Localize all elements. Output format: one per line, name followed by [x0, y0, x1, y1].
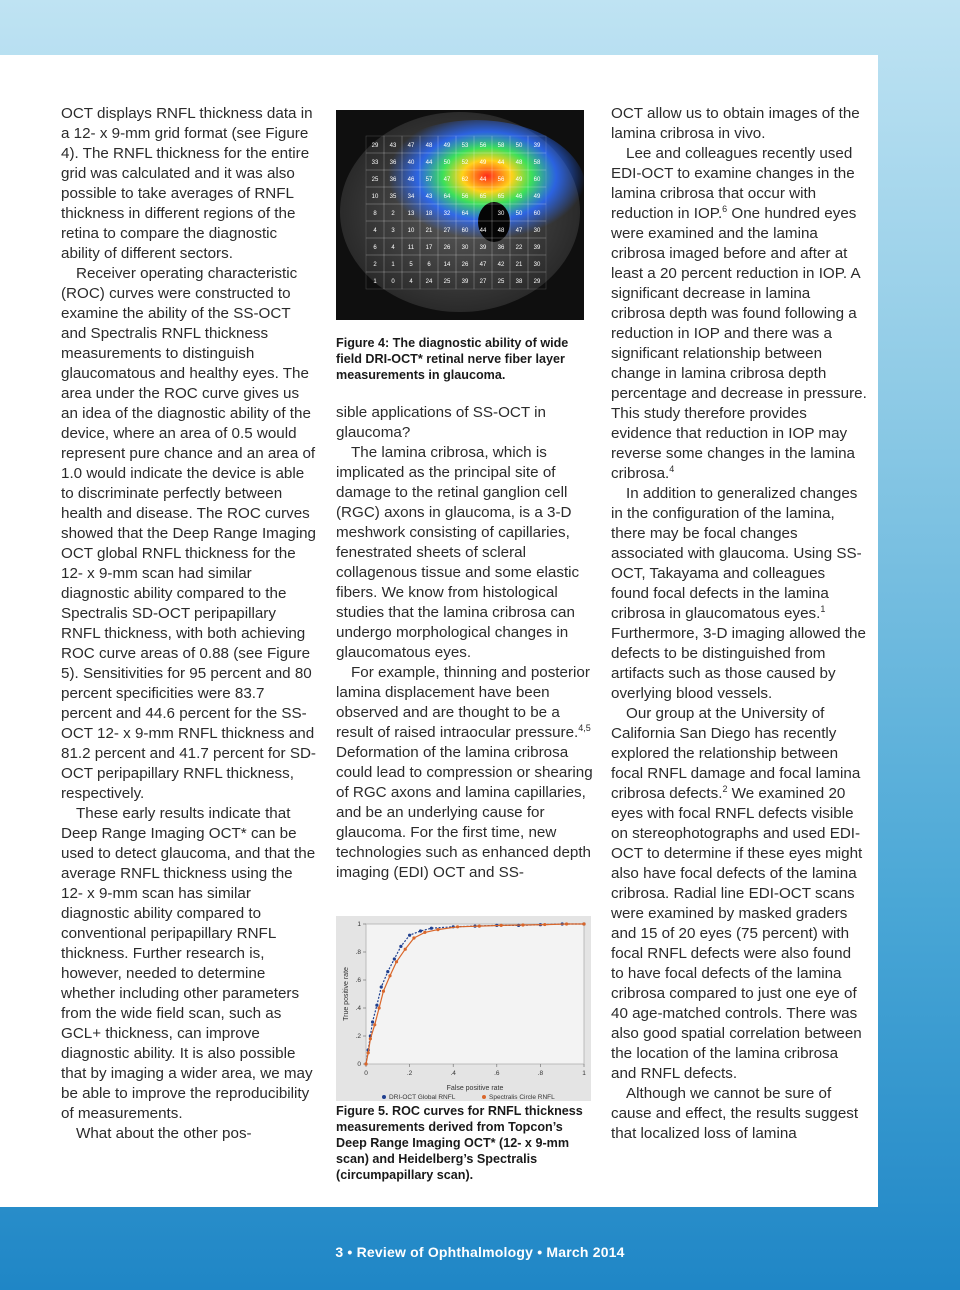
col1-paragraph-3: These early results indicate that Deep Range Imaging OCT* can be used to detect glaucoma, and that the average RNFL thickness using the 12- x 9-mm scan has similar diagnostic ability compared to conventional peripapillary RNFL thickness. Further research is, however, needed to determine whether including other parameters from the wide field scan, such as GCL+ thickness, can improve diagnostic ability. It is also possible that by imaging a wider area, we may be able to improve the reproducibility of measurements. [61, 805, 316, 1122]
grid-value: 32 [443, 211, 451, 217]
legend-marker [482, 1095, 486, 1099]
grid-value: 29 [533, 279, 541, 285]
grid-value: 65 [497, 194, 505, 200]
grid-value: 2 [391, 211, 395, 217]
grid-value: 65 [479, 194, 487, 200]
grid-value: 1 [391, 262, 395, 268]
col3-paragraph-2: Lee and colleagues recently used EDI-OCT to examine changes in the lamina cribrosa that occur with reduction in IOP.$^6$ One hundred eyes were examined and the lamina cribrosa imaged before and after at least a 20 percent reduction in IOP. A significant decrease in lamina cribrosa depth was found following a reduction in IOP and there was a significant relationship between change in lamina cribrosa depth percentage and decrease in pressure. This study therefore provides evidence that reduction in IOP may reverse some changes in the lamina cribrosa.$^4$ [611, 145, 867, 482]
roc-point [412, 936, 415, 939]
grid-value: 38 [515, 279, 523, 285]
figure-5-chart [336, 916, 591, 1101]
x-tick-label: 0 [364, 1070, 368, 1077]
x-tick-label: .2 [406, 1070, 413, 1077]
col1-paragraph-4: What about the other pos- [76, 1125, 252, 1142]
grid-value: 10 [371, 194, 379, 200]
roc-point [456, 925, 459, 928]
grid-value: 44 [425, 160, 433, 166]
grid-value: 42 [497, 262, 505, 268]
grid-value: 62 [461, 177, 469, 183]
grid-value: 50 [443, 160, 451, 166]
legend-label: DRI-OCT Global RNFL [389, 1094, 456, 1101]
grid-value: 58 [497, 143, 505, 149]
roc-point [367, 1051, 370, 1054]
grid-value: 27 [443, 228, 451, 234]
roc-point [436, 928, 439, 931]
optic-disc [478, 202, 510, 242]
roc-point [582, 922, 585, 925]
grid-value: 39 [461, 279, 469, 285]
grid-value: 48 [497, 228, 505, 234]
heatmap-overlay [366, 120, 584, 260]
y-tick-label: .4 [355, 1005, 361, 1012]
col2-paragraph-1: sible applications of SS-OCT in glaucoma? [336, 404, 546, 441]
grid-value: 50 [515, 143, 523, 149]
roc-point [399, 945, 402, 948]
col3-paragraph-5: Although we cannot be sure of cause and effect, the results suggest that localized loss of lamina [611, 1085, 859, 1142]
col3-paragraph-3: In addition to generalized changes in the configuration of the lamina, there may be focal changes associated with glaucoma. Using SS-OCT, Takayama and colleagues found focal defects in the lamina cribrosa in glaucomatous eyes.$^1$ Furthermore, 3-D imaging allowed the defects to be distinguished from artifacts such as those caused by overlying blood vessels. [611, 485, 866, 702]
grid-value: 27 [479, 279, 487, 285]
col3-paragraph-1: OCT allow us to obtain images of the lamina cribrosa in vivo. [611, 105, 860, 142]
figure-4-image [336, 110, 584, 320]
roc-point [565, 922, 568, 925]
grid-value: 49 [515, 177, 523, 183]
roc-point [543, 923, 546, 926]
grid-value: 57 [425, 177, 433, 183]
col1-paragraph-2: Receiver operating characteristic (ROC) curves were constructed to examine the ability of the SS-OCT and Spectralis RNFL thickness measurements to distinguish glaucomatous and healthy eyes. The area under the ROC curve gives us an idea of the diagnostic ability of the device, where an area of 0.5 would represent pure chance and an area of 1.0 would indicate the device is able to discriminate perfectly between health and disease. The ROC curves showed that the Deep Range Imaging OCT global RNFL thickness for the 12- x 9-mm scan had similar diagnostic ability compared to the Spectralis SD-OCT peripapillary RNFL thickness, with both achieving ROC curve areas of 0.88 (see Figure 5). Sensitivities for 95 percent and 80 percent specificities were 83.7 percent and 44.6 percent for the SS-OCT 12- x 9-mm RNFL thickness and 81.2 percent and 41.7 percent for SD-OCT peripapillary RNFL thickness, respectively. [61, 265, 316, 802]
roc-point [371, 1020, 374, 1023]
roc-point [419, 929, 422, 932]
grid-value: 48 [515, 160, 523, 166]
page-footer: 3 • Review of Ophthalmology • March 2014 [335, 1244, 625, 1260]
grid-value: 44 [479, 177, 487, 183]
roc-point [386, 970, 389, 973]
grid-value: 18 [425, 211, 433, 217]
plot-area [366, 924, 584, 1064]
grid-value: 35 [389, 194, 397, 200]
roc-point [388, 974, 391, 977]
grid-value: 39 [533, 245, 541, 251]
grid-value: 39 [533, 143, 541, 149]
grid-value: 0 [391, 279, 395, 285]
roc-point [521, 923, 524, 926]
grid-value: 29 [371, 143, 379, 149]
grid-value: 30 [533, 228, 541, 234]
grid-value: 36 [389, 177, 397, 183]
grid-value: 6 [427, 262, 431, 268]
roc-point [423, 931, 426, 934]
roc-point [395, 960, 398, 963]
grid-value: 4 [409, 279, 413, 285]
roc-point [382, 990, 385, 993]
grid-value: 33 [371, 160, 379, 166]
grid-value: 47 [443, 177, 451, 183]
grid-value: 56 [479, 143, 487, 149]
grid-value: 39 [479, 245, 487, 251]
roc-point [373, 1023, 376, 1026]
col2-paragraph-3: For example, thinning and posterior lamina displacement have been observed and are thought to be a result of raised intraocular pressure.$^{4,5}$ Deformation of the lamina cribrosa could lead to compression or shearing of RGC axons and lamina capillaries, and be an underlying cause for glaucoma. For the first time, new technologies such as enhanced depth imaging (EDI) OCT and SS- [336, 664, 593, 881]
grid-value: 34 [407, 194, 415, 200]
column-1 [61, 104, 318, 1144]
roc-point [380, 985, 383, 988]
roc-point [500, 924, 503, 927]
legend-label: Spectralis Circle RNFL [489, 1094, 555, 1101]
grid-value: 14 [443, 262, 451, 268]
roc-point [408, 934, 411, 937]
x-tick-label: .8 [537, 1070, 544, 1077]
roc-point [369, 1037, 372, 1040]
grid-value: 10 [407, 228, 415, 234]
grid-value: 56 [461, 194, 469, 200]
figure-5-caption: Figure 5. ROC curves for RNFL thickness measurements derived from Topcon’s Deep Range Imaging OCT* (12- x 9-mm scan) and Heidelberg’s Spectralis (circumpapillary scan). [336, 1104, 583, 1182]
grid-value: 49 [533, 194, 541, 200]
grid-value: 64 [443, 194, 451, 200]
grid-value: 43 [425, 194, 433, 200]
rnfl-thickness-map [336, 110, 584, 320]
grid-value: 40 [407, 160, 415, 166]
grid-value: 11 [407, 245, 415, 251]
roc-point [375, 1004, 378, 1007]
grid-value: 26 [461, 262, 469, 268]
y-tick-label: .8 [355, 949, 361, 956]
grid-value: 5 [409, 262, 413, 268]
x-tick-label: 1 [582, 1070, 586, 1077]
grid-value: 44 [497, 160, 505, 166]
grid-value: 6 [373, 245, 377, 251]
grid-value: 22 [515, 245, 523, 251]
grid-value: 25 [497, 279, 505, 285]
grid-value: 24 [425, 279, 433, 285]
col3-paragraph-4: Our group at the University of California San Diego has recently explored the relationship between focal RNFL damage and focal lamina cribrosa defects.$^2$ We examined 20 eyes with focal RNFL defects visible on stereophotographs and used EDI-OCT to determine if these eyes might also have focal defects of the lamina cribrosa. Radial line EDI-OCT scans were examined by masked graders and 15 of 20 eyes (75 percent) with focal RNFL defects were also found to have focal defects of the lamina cribrosa compared to just one eye of 40 age-matched controls. There was also good spatial correlation between the location of the lamina cribrosa and RNFL defects. [611, 705, 863, 1082]
legend-marker [382, 1095, 386, 1099]
grid-value: 30 [461, 245, 469, 251]
roc-point [404, 948, 407, 951]
grid-value: 30 [497, 211, 505, 217]
grid-value: 36 [389, 160, 397, 166]
roc-point [478, 925, 481, 928]
grid-value: 25 [443, 279, 451, 285]
grid-value: 1 [373, 279, 377, 285]
grid-value: 49 [443, 143, 451, 149]
grid-value: 60 [461, 228, 469, 234]
grid-value: 36 [497, 245, 505, 251]
grid-value: 58 [533, 160, 541, 166]
column-2 [336, 403, 594, 883]
grid-value: 46 [515, 194, 523, 200]
grid-value: 47 [407, 143, 415, 149]
grid-value: 43 [389, 143, 397, 149]
grid-value: 30 [533, 262, 541, 268]
grid-value: 64 [461, 211, 469, 217]
y-tick-label: .2 [355, 1033, 361, 1040]
grid-value: 21 [515, 262, 523, 268]
roc-point [393, 957, 396, 960]
roc-point [364, 1062, 367, 1065]
grid-value: 25 [371, 177, 379, 183]
grid-value: 47 [515, 228, 523, 234]
x-tick-label: .6 [494, 1070, 500, 1077]
col2-paragraph-2: The lamina cribrosa, which is implicated as the principal site of damage to the retinal ganglion cell (RGC) axons in glaucoma, is a 3-D meshwork consisting of capillaries, fenestrated sheets of scleral collagenous tissue and some elastic fibers. We know from histological studies that the lamina cribrosa can undergo morphological changes in glaucomatous eyes. [336, 444, 580, 661]
grid-value: 21 [425, 228, 433, 234]
roc-point [430, 927, 433, 930]
grid-value: 60 [533, 177, 541, 183]
x-axis-label: False positive rate [446, 1085, 504, 1092]
roc-point [377, 1006, 380, 1009]
grid-value: 46 [407, 177, 415, 183]
grid-value: 50 [515, 211, 523, 217]
grid-value: 52 [461, 160, 469, 166]
y-axis-label: True positive rate [343, 967, 350, 1021]
grid-value: 26 [443, 245, 451, 251]
grid-value: 8 [373, 211, 377, 217]
x-tick-label: .4 [450, 1070, 456, 1077]
figure-4-caption: Figure 4: The diagnostic ability of wide field DRI-OCT* retinal nerve fiber layer measurements in glaucoma. [336, 336, 569, 382]
y-tick-label: 0 [357, 1061, 361, 1068]
grid-value: 56 [497, 177, 505, 183]
y-tick-label: .6 [355, 977, 361, 984]
grid-value: 4 [391, 245, 395, 251]
grid-value: 17 [425, 245, 433, 251]
col1-paragraph-1: OCT displays RNFL thickness data in a 12- x 9-mm grid format (see Figure 4). The RNFL thickness for the entire grid was calculated and it was also possible to take averages of RNFL thickness in different regions of the retina to compare the diagnostic ability of different sectors. [61, 105, 313, 262]
grid-value: 48 [425, 143, 433, 149]
grid-value: 44 [479, 228, 487, 234]
y-tick-label: 1 [357, 921, 361, 928]
grid-value: 49 [479, 160, 487, 166]
grid-value: 2 [373, 262, 377, 268]
roc-chart [336, 916, 591, 1101]
grid-value: 60 [533, 211, 541, 217]
grid-value: 4 [373, 228, 377, 234]
grid-value: 47 [479, 262, 487, 268]
grid-value: 13 [407, 211, 415, 217]
column-3 [611, 104, 867, 1144]
grid-value: 3 [391, 228, 395, 234]
grid-value: 53 [461, 143, 469, 149]
